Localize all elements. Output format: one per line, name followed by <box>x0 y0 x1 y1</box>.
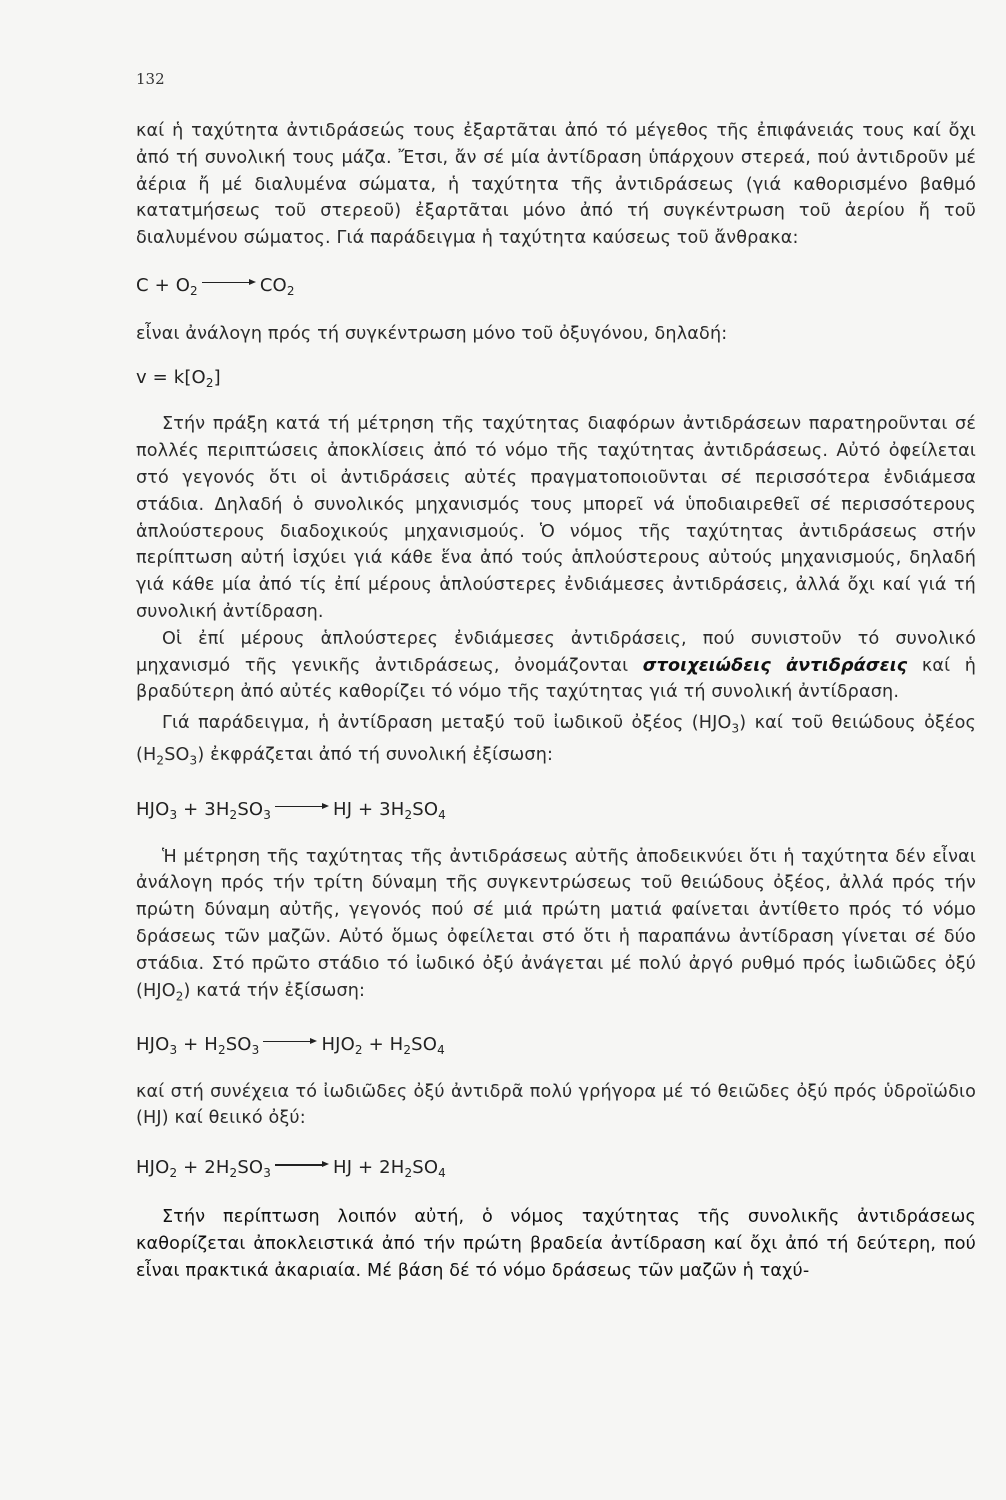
paragraph-5 <box>136 710 976 775</box>
elementary-reactions-term: στοιχειώδεις ἀντιδράσεις <box>642 655 908 676</box>
eq5-s1: 2 <box>169 1166 178 1181</box>
eq3-t4: HJ + 3H <box>333 798 405 820</box>
paragraph-1: καί ἡ ταχύτητα ἀντιδράσεώς τους ἐξαρτᾶται ἀπό τό μέγεθος τῆς ἐπιφάνειάς τους καί ὄχι ἀπό τή συνολική τους μάζα. Ἔτσι, ἄν σέ μία ἀντίδραση ὑπάρχουν στερεά, πού ἀντιδροῦν μέ ἀέρια ἤ μέ διαλυμένα σώματα, ἡ ταχύτητα τῆς ἀντιδράσεως (γιά καθορισμένο βαθμό κατατμήσεως τοῦ στερεοῦ) ἐξαρτᾶται μόνο ἀπό τή συγκέντρωση τοῦ ἀερίου ἤ τοῦ διαλυμένου σώματος. Γιά παράδειγμα ἡ ταχύτητα καύσεως τοῦ ἄνθρακα: <box>136 121 976 249</box>
p5-a: Γιά παράδειγμα, ἡ ἀντίδραση μεταξύ τοῦ ἰωδικοῦ ὀξέος (HJO <box>162 713 732 734</box>
eq4-t6: SO <box>411 1033 438 1055</box>
p5-d: ) ἐκφράζεται ἀπό τή συνολική ἐξίσωση: <box>197 745 554 766</box>
page-number: 132 <box>136 70 165 88</box>
eq3-t2: + 3H <box>177 798 230 820</box>
eq4-t5: + H <box>362 1033 404 1055</box>
equation-carbon-combustion <box>136 273 976 300</box>
eq4-s1: 3 <box>169 1042 178 1057</box>
eq5-s2: 2 <box>229 1166 238 1181</box>
eq3-s5: 4 <box>438 807 446 822</box>
eq1-lhs: C + O <box>136 274 191 296</box>
p5-c: SO <box>164 745 190 766</box>
body-text <box>136 118 976 1284</box>
reaction-arrow-icon <box>275 1160 329 1170</box>
eq5-s3: 3 <box>263 1166 272 1181</box>
p6-sub: 2 <box>175 989 184 1004</box>
eq3-s4: 2 <box>404 807 413 822</box>
eq3-t3: SO <box>237 798 264 820</box>
eq5-t1: HJO <box>136 1157 170 1179</box>
eq4-t3: SO <box>225 1033 252 1055</box>
eq1-rhs: CO <box>259 274 287 296</box>
eq5-s5: 4 <box>438 1166 446 1181</box>
eq2-sub: 2 <box>205 375 214 390</box>
reaction-arrow-icon <box>263 1037 317 1047</box>
eq5-t4: HJ + 2H <box>333 1157 405 1179</box>
eq5-s4: 2 <box>404 1166 413 1181</box>
eq5-t3: SO <box>237 1157 264 1179</box>
p6-a: Ἡ μέτρηση τῆς ταχύτητας τῆς ἀντιδράσεως αὐτῆς ἀποδεικνύει ὅτι ἡ ταχύτητα δέν εἶναι ἀνάλογη πρός τήν τρίτη δύναμη τῆς συγκεντρώσεως τοῦ θειώδους ὀξέος, ἀλλά πρός τήν πρώτη δύναμη αὐτῆς, γεγονός πού σέ μιά πρώτη ματιά φαίνεται ἀντίθετο πρός τό νόμο δράσεως τῶν μαζῶν. Αὐτό ὅμως ὀφείλεται στό ὅτι ἡ παραπάνω ἀντίδραση γίνεται σέ δύο στάδια. Στό πρῶτο στάδιο τό ἰωδικό ὀξύ ἀνάγεται μέ πολύ ἀργό ρυθμό πρός ἰωδιῶδες ὀξύ (HJO <box>136 846 976 1001</box>
eq4-t4: HJO <box>321 1033 355 1055</box>
eq4-s2: 2 <box>217 1042 226 1057</box>
p4-before: Οἱ ἐπί μέρους ἁπλούστερες ἐνδιάμεσες ἀντιδράσεις, πού συνιστοῦν τό συνολικό μηχανισμό τῆς γενικῆς ἀντιδράσεως, ὀνομάζονται <box>136 628 976 676</box>
paragraph-4 <box>136 626 976 706</box>
p5-sub3: 3 <box>189 753 198 768</box>
paragraph-3: Στήν πράξη κατά τή μέτρηση τῆς ταχύτητας διαφόρων ἀντιδράσεων παρατηροῦνται σέ πολλές περιπτώσεις ἀποκλίσεις ἀπό τό νόμο τῆς ταχύτητας ἀντιδράσεως. Αὐτό ὀφείλεται στό γεγονός ὅτι οἱ ἀντιδράσεις αὐτές πραγματοποιοῦνται σέ περισσότερα ἐνδιάμεσα στάδια. Δηλαδή ὁ συνολικός μηχανισμός τους μπορεῖ νά ὑποδιαιρεθεῖ σέ περισσότερους ἁπλούστερους διαδοχικούς μηχανισμούς. Ὁ νόμος τῆς ταχύτητας ἀντιδράσεως στήν περίπτωση αὐτή ἰσχύει γιά κάθε ἕνα ἀπό τούς ἁπλούστερους αὐτούς μηχανισμούς, δηλαδή γιά κάθε μία ἀπό τίς ἐπί μέρους ἁπλούστερες ἐνδιάμεσες ἀντιδράσεις, ἀλλά ὄχι καί γιά τή συνολική ἀντίδραση. <box>136 414 976 622</box>
eq2-left: v = k[O <box>136 366 206 388</box>
eq4-s3: 3 <box>251 1042 260 1057</box>
equation-first-step <box>136 1032 976 1059</box>
eq4-t2: + H <box>177 1033 218 1055</box>
eq5-t5: SO <box>412 1157 439 1179</box>
reaction-arrow-icon <box>202 278 256 288</box>
eq3-s1: 3 <box>169 807 178 822</box>
eq4-s5: 2 <box>403 1042 412 1057</box>
eq3-t1: HJO <box>136 798 170 820</box>
eq4-s6: 4 <box>437 1042 445 1057</box>
eq2-right: ] <box>213 366 221 388</box>
p5-sub2: 2 <box>156 753 165 768</box>
eq4-s4: 2 <box>354 1042 363 1057</box>
paragraph-2: εἶναι ἀνάλογη πρός τή συγκέντρωση μόνο τοῦ ὀξυγόνου, δηλαδή: <box>136 323 728 344</box>
p6-b: ) κατά τήν ἐξίσωση: <box>183 980 366 1001</box>
p4-after: καί ἡ βραδύτερη ἀπό αὐτές καθορίζει τό νόμο τῆς ταχύτητας γιά τή συνολική ἀντίδραση. <box>136 655 976 703</box>
paragraph-8: Στήν περίπτωση λοιπόν αὐτή, ὁ νόμος ταχύτητας τῆς συνολικῆς ἀντιδράσεως καθορίζεται ἀποκλειστικά ἀπό τήν πρώτη βραδεία ἀντίδραση καί ὄχι ἀπό τή δεύτερη, πού εἶναι πρακτικά ἀκαριαία. Μέ βάση δέ τό νόμο δράσεως τῶν μαζῶν ἡ ταχύ- <box>136 1207 976 1281</box>
equation-overall-reaction <box>136 797 976 824</box>
paragraph-7: καί στή συνέχεια τό ἰωδιῶδες ὀξύ ἀντιδρᾶ πολύ γρήγορα μέ τό θειῶδες ὀξύ πρός ὑδροϊώδιο (HJ) καί θειικό ὀξύ: <box>136 1081 976 1129</box>
reaction-arrow-icon <box>275 802 329 812</box>
equation-second-step <box>136 1155 976 1182</box>
eq1-rhs-sub: 2 <box>286 283 295 298</box>
eq3-s2: 2 <box>229 807 238 822</box>
p5-b: ) καί τοῦ θειώδους ὀξέος (H <box>136 713 976 766</box>
eq3-t5: SO <box>412 798 439 820</box>
p5-sub1: 3 <box>731 721 740 736</box>
eq4-t1: HJO <box>136 1033 170 1055</box>
eq1-lhs-sub: 2 <box>190 283 198 298</box>
paragraph-6 <box>136 844 976 1010</box>
eq3-s3: 3 <box>263 807 272 822</box>
eq5-t2: + 2H <box>177 1157 230 1179</box>
equation-rate-law <box>136 365 976 392</box>
